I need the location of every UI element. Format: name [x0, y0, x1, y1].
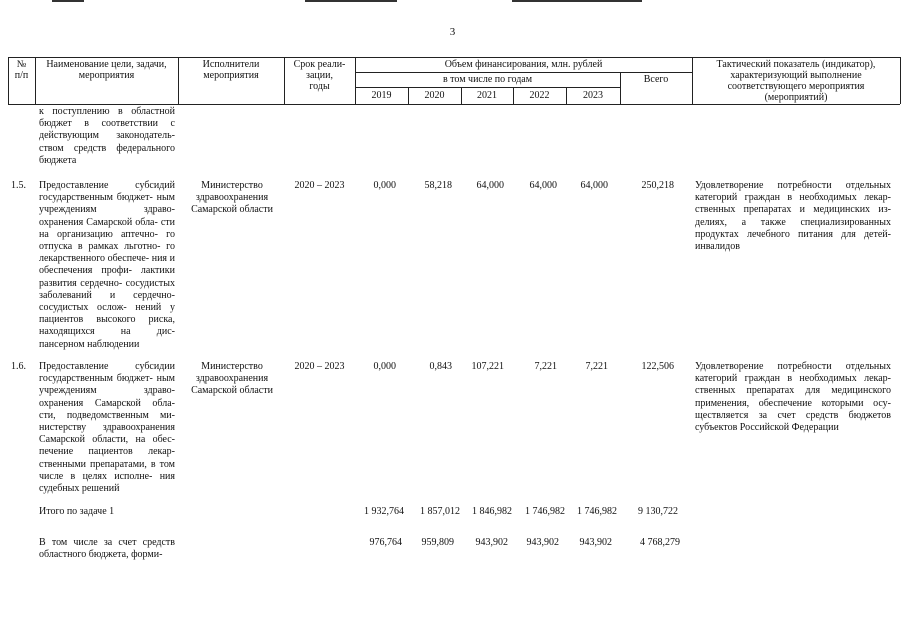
- header-indicator: Тактический показатель (индикатор), характеризующий выполнение соответствующего мероприятия (мероприятий): [716, 59, 876, 103]
- row-value-2020: 0,843: [429, 361, 452, 372]
- top-rule-right: [512, 0, 642, 2]
- total-value-2023: 1 746,982: [577, 506, 617, 517]
- header-term: Срок реали- зации, годы: [293, 59, 346, 92]
- total-value-2020: 1 857,012: [420, 506, 460, 517]
- row-number: 1.6.: [11, 361, 26, 372]
- row-total: 122,506: [641, 361, 674, 372]
- header-num: № п/п: [14, 59, 29, 81]
- top-rule-center: [305, 0, 397, 2]
- header-total: Всего: [643, 74, 669, 85]
- header-year-2020: 2020: [424, 90, 445, 101]
- row-executor: Министерство здравоохранения Самарской области: [191, 361, 273, 397]
- row-value-2019: 0,000: [373, 361, 396, 372]
- row-value-2021: 64,000: [476, 180, 504, 191]
- total-label: В том числе за счет средств областного бюджета, форми-: [39, 537, 175, 561]
- header-executors: Исполнители мероприятия: [202, 59, 260, 81]
- total-value-2021: 1 846,982: [472, 506, 512, 517]
- row-value-2019: 0,000: [373, 180, 396, 191]
- total-value-2020: 959,809: [421, 537, 454, 548]
- page-number: 3: [449, 26, 456, 38]
- total-value-2019: 1 932,764: [364, 506, 404, 517]
- top-rule-left: [52, 0, 84, 2]
- row-value-2021: 107,221: [471, 361, 504, 372]
- row-term: 2020 – 2023: [294, 180, 345, 191]
- row-indicator: Удовлетворение потребности отдельных категорий граждан в необходимых лекар- ственных препаратах и медицинских из- делиях, а также специализированных продуктах лечебного питания для детей- инвалидов: [695, 180, 891, 253]
- continuation-text: к поступлению в областной бюджет в соответствии с действующим законодатель- ством средств федерального бюджета: [39, 106, 175, 166]
- row-value-2020: 58,218: [424, 180, 452, 191]
- row-value-2023: 7,221: [585, 361, 608, 372]
- row-value-2022: 7,221: [534, 361, 557, 372]
- header-year-2022: 2022: [529, 90, 550, 101]
- header-year-2019: 2019: [371, 90, 392, 101]
- total-value-2021: 943,902: [475, 537, 508, 548]
- header-year-2023: 2023: [583, 90, 603, 101]
- total-value-2019: 976,764: [369, 537, 402, 548]
- header-name: Наименование цели, задачи, мероприятия: [46, 59, 167, 81]
- row-total: 250,218: [641, 180, 674, 191]
- row-number: 1.5.: [11, 180, 26, 191]
- row-term: 2020 – 2023: [294, 361, 345, 372]
- row-name: Предоставление субсидии государственным бюджет- ным учреждениям здраво- охранения Самарской обла- сти, подведомственным ми- нистерству здравоохранения Самарской области, на обес- печение пациентов лекар- ственными препаратами, в том числе в целях исполне- ния судебных решений: [39, 361, 175, 495]
- header-funding: Объем финансирования, млн. рублей: [444, 59, 603, 70]
- row-name: Предоставление субсидий государственным бюджет- ным учреждениям здраво- охранения Самарской обла- сти на организацию аптечно- го отпуска в рамках льготно- го лекарственного обеспече- ния и обеспечения профи- лактики развития сердечно- сосудистых заболеваний и сердечно-сосудистых ослож- нений у пациентов высокого риска, находящихся на дис- пансерном наблюдении: [39, 180, 175, 350]
- header-by-years: в том числе по годам: [442, 74, 533, 85]
- total-value-2022: 1 746,982: [525, 506, 565, 517]
- total-value-2022: 943,902: [526, 537, 559, 548]
- row-value-2023: 64,000: [580, 180, 608, 191]
- row-indicator: Удовлетворение потребности отдельных категорий граждан в необходимых лекар- ственных препаратах для медицинского применения, обеспечение которыми осу- ществляется за счет средств бюджетов субъектов Российской Федерации: [695, 361, 891, 434]
- total-value-sum: 4 768,279: [640, 537, 680, 548]
- total-value-2023: 943,902: [579, 537, 612, 548]
- total-label: Итого по задаче 1: [39, 506, 115, 517]
- row-executor: Министерство здравоохранения Самарской области: [191, 180, 273, 216]
- total-value-sum: 9 130,722: [638, 506, 678, 517]
- row-value-2022: 64,000: [529, 180, 557, 191]
- header-year-2021: 2021: [477, 90, 497, 101]
